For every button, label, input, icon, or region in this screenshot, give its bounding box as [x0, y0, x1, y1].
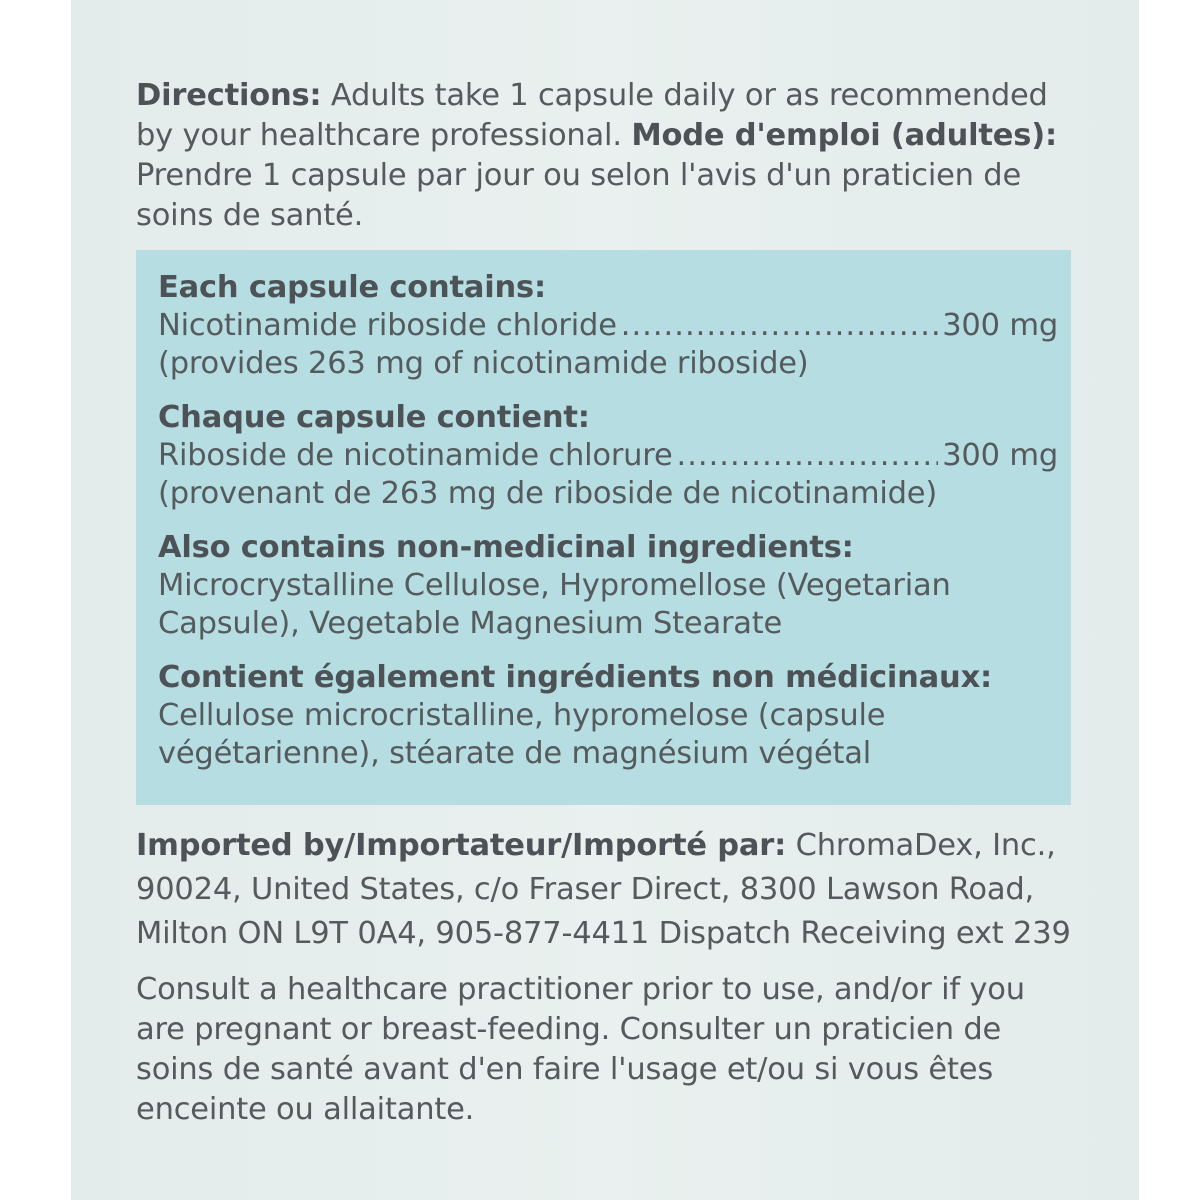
importer-label: Imported by/Importateur/Importé par:: [136, 828, 787, 863]
ingredient-note-en: (provides 263 mg of nicotinamide riboside): [158, 346, 809, 381]
non-medicinal-label-fr: Contient également ingrédients non médicinaux:: [158, 660, 993, 695]
non-medicinal-label-en: Also contains non-medicinal ingredients:: [158, 530, 854, 565]
directions-paragraph: [136, 76, 1076, 236]
non-medicinal-text-fr: Cellulose microcristalline, hypromelose (capsule végétarienne), stéarate de magnésium végétal: [158, 698, 886, 771]
each-capsule-heading: Each capsule contains:: [158, 270, 546, 305]
importer-text: ChromaDex, Inc., 90024, United States, c/o Fraser Direct, 8300 Lawson Road, Milton ON L9T 0A4, 905-877-4411 Dispatch Receiving ext 239: [136, 828, 1071, 951]
non-medicinal-fr: [158, 659, 1058, 773]
medicinal-ingredients-content: [158, 269, 1058, 773]
chaque-capsule-heading: Chaque capsule contient:: [158, 400, 590, 435]
non-medicinal-en: [158, 529, 1058, 643]
mode-emploi-text: Prendre 1 capsule par jour ou selon l'avis d'un praticien de soins de santé.: [136, 158, 1022, 233]
ingredient-name-en: Nicotinamide riboside chloride: [158, 308, 617, 343]
ingredient-line-fr: [158, 437, 1058, 475]
label-panel: [71, 0, 1139, 1200]
directions-text: Adults take 1 capsule daily or as recommended by your healthcare professional.: [136, 78, 1048, 153]
dot-leader: [677, 437, 939, 475]
ingredient-amount-en: 300 mg: [942, 308, 1058, 343]
ingredient-name-fr: Riboside de nicotinamide chlorure: [158, 438, 673, 473]
dot-leader: [621, 307, 938, 345]
mode-emploi-label: Mode d'emploi (adultes):: [631, 118, 1057, 153]
ingredient-line-en: [158, 307, 1058, 345]
importer-paragraph: [136, 824, 1096, 956]
medicinal-ingredients-box: [136, 250, 1071, 805]
medicinal-section-en: [158, 269, 1058, 383]
warning-paragraph: Consult a healthcare practitioner prior to use, and/or if you are pregnant or breast-feeding. Consulter un praticien de soins de santé avant d'en faire l'usage et/ou si vous êtes enceinte ou allaitante.: [136, 972, 1025, 1127]
non-medicinal-text-en: Microcrystalline Cellulose, Hypromellose (Vegetarian Capsule), Vegetable Magnesium Stearate: [158, 568, 951, 641]
ingredient-note-fr: (provenant de 263 mg de riboside de nicotinamide): [158, 476, 938, 511]
directions-label: Directions:: [136, 78, 322, 113]
medicinal-section-fr: [158, 399, 1058, 513]
ingredient-amount-fr: 300 mg: [942, 438, 1058, 473]
